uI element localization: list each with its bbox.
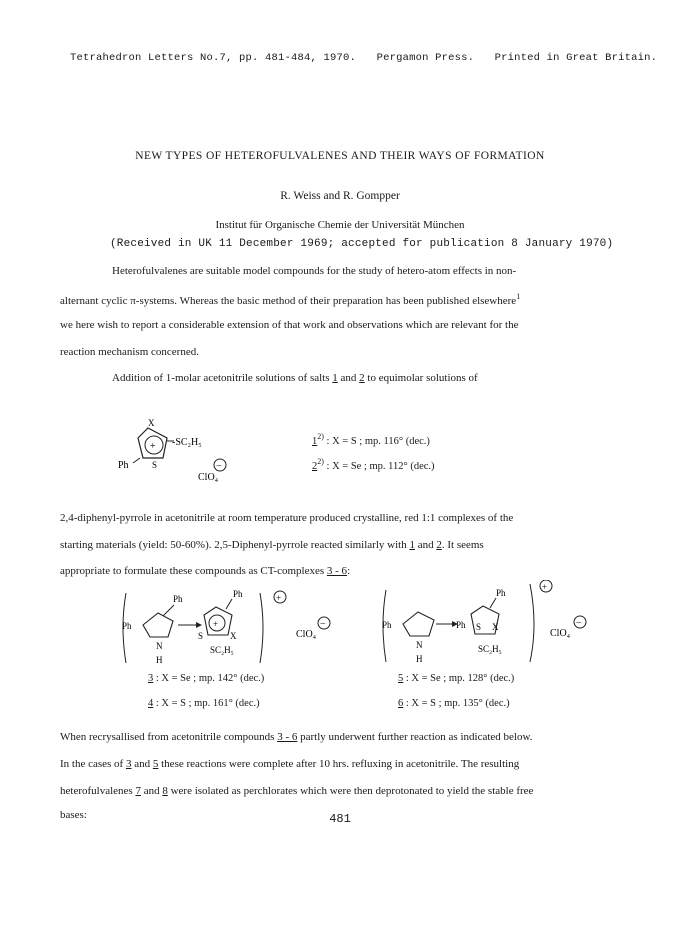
compound-ref: 2 <box>436 539 442 551</box>
publisher: Pergamon Press. <box>376 52 475 64</box>
phenyl-label: Ph <box>382 620 392 630</box>
compound-properties: : X = Se ; mp. 112° (dec.) <box>323 461 435 472</box>
para2-text: Addition of 1-molar acetonitrile solutions of salts <box>112 372 333 384</box>
complex-4-data <box>148 698 260 709</box>
phenyl-label: Ph <box>456 620 466 630</box>
anion-minus: − <box>320 619 326 630</box>
compound-number: 2 <box>312 461 318 472</box>
compound-ref: 3 <box>125 758 132 770</box>
para3-line2 <box>60 539 484 551</box>
received-dates: (Received in UK 11 December 1969; accepted for publication 8 January 1970) <box>110 238 614 250</box>
paper-title: NEW TYPES OF HETEROFULVALENES AND THEIR WAYS OF FORMATION <box>135 150 545 162</box>
para1-line2 <box>60 292 520 307</box>
cation-plus: + <box>213 619 219 629</box>
complex-5-data <box>398 673 514 684</box>
para4-text: and <box>140 785 163 797</box>
ethylthio-group: -SC₂H₅ <box>172 437 202 448</box>
pyrrole-hydrogen: H <box>156 655 163 665</box>
compound-properties: : X = S ; mp. 116° (dec.) <box>323 436 430 447</box>
pyrrole-nitrogen: N <box>416 640 423 650</box>
compound-number: 3 <box>148 673 154 684</box>
pyrrole-nitrogen: N <box>156 641 163 651</box>
authors: R. Weiss and R. Gompper <box>280 190 400 202</box>
para3-line1: 2,4-diphenyl-pyrrole in acetonitrile at room temperature produced crystalline, red 1:1 complexes of the <box>60 512 514 524</box>
para4-line1 <box>60 731 532 743</box>
para4-text: In the cases of <box>60 758 126 770</box>
footnote-ref-1: 1 <box>516 292 521 301</box>
compound-ref: 7 <box>135 785 141 797</box>
institution: Institut für Organische Chemie der Universität München <box>215 219 465 231</box>
compound-ref: 1 <box>409 539 415 551</box>
cation-plus: + <box>150 441 156 452</box>
para4-text: and <box>131 758 153 770</box>
pyrrole-ring <box>143 613 173 637</box>
ethylthio-group: SC₂H₅ <box>478 644 502 654</box>
phenyl-label: Ph <box>496 588 506 598</box>
complex-6-data <box>398 698 510 709</box>
compound-properties: : X = Se ; mp. 128° (dec.) <box>403 673 515 684</box>
footnote-ref: 2) <box>317 457 324 466</box>
para3-line3 <box>60 565 350 577</box>
pyrrole-ring <box>403 612 434 636</box>
para4-text: were isolated as perchlorates which were then deprotonated to yield the stable free <box>167 785 534 797</box>
ring-sulfur: S <box>152 460 158 470</box>
para2-text: to equimolar solutions of <box>364 372 478 384</box>
compound-ref: 3 - 6 <box>277 731 298 743</box>
para2-line1 <box>112 372 478 384</box>
para4-text: these reactions were complete after 10 hrs. refluxing in acetonitrile. The resulting <box>158 758 520 770</box>
para4-text: When recrysallised from acetonitrile compounds <box>60 731 278 743</box>
compound-properties: : X = S ; mp. 161° (dec.) <box>153 698 260 709</box>
para1-line3: we here wish to report a considerable extension of that work and observations which are relevant for the <box>60 319 519 331</box>
printed-in: Printed in Great Britain. <box>494 52 658 64</box>
para4-line2 <box>60 758 519 770</box>
para4-line4: bases: <box>60 809 87 821</box>
salt-2-data <box>312 457 435 472</box>
complex-plus: + <box>542 582 548 592</box>
heteroatom-x: X <box>492 622 499 632</box>
para4-text: heterofulvalenes <box>60 785 136 797</box>
para1-line2-text: alternant cyclic π-systems. Whereas the basic method of their preparation has been published elsewhere <box>60 295 517 307</box>
bond-line <box>163 605 174 616</box>
para4-line3 <box>60 785 533 797</box>
para1-line4: reaction mechanism concerned. <box>60 346 199 358</box>
para2-text: and <box>337 372 360 384</box>
compound-ref: 5 <box>152 758 159 770</box>
right-bracket <box>530 584 534 662</box>
ring-sulfur: S <box>476 622 482 632</box>
bond-line <box>490 598 496 608</box>
running-header <box>70 52 671 64</box>
compound-ref: 8 <box>162 785 168 797</box>
para3-text: appropriate to formulate these compounds as CT-complexes <box>60 565 327 577</box>
journal-citation: Tetrahedron Letters No.7, pp. 481-484, 1970. <box>70 52 357 64</box>
perchlorate-label: ClO₄ <box>550 628 571 639</box>
compound-properties: : X = S ; mp. 135° (dec.) <box>403 698 510 709</box>
page-number: 481 <box>329 812 351 826</box>
pyrrole-hydrogen: H <box>416 654 423 664</box>
heteroatom-x: X <box>230 631 237 641</box>
complex-plus: + <box>276 593 282 603</box>
para3-text: starting materials (yield: 50-60%). 2,5-Diphenyl-pyrrole reacted similarly with <box>60 539 410 551</box>
perchlorate-label: ClO₄ <box>198 472 219 483</box>
right-bracket <box>260 593 263 663</box>
bond-line <box>133 458 140 463</box>
compound-ref: 3 - 6 <box>326 565 348 577</box>
para3-text: : <box>347 565 351 577</box>
phenyl-label: Ph <box>118 460 129 471</box>
complex-3-data <box>148 673 264 684</box>
salt-1-data <box>312 432 430 447</box>
compound-properties: : X = Se ; mp. 142° (dec.) <box>153 673 265 684</box>
para4-text: partly underwent further reaction as indicated below. <box>297 731 533 743</box>
ct-complex-2-5-diphenylpyrrole <box>378 580 608 670</box>
thiophenium-salt-structure <box>118 418 248 488</box>
perchlorate-label: ClO₄ <box>296 629 317 640</box>
compound-number: 5 <box>398 673 404 684</box>
para1-line1: Heterofulvalenes are suitable model compounds for the study of hetero-atom effects in non- <box>112 265 517 277</box>
arrow-head <box>196 622 202 628</box>
compound-number: 6 <box>398 698 404 709</box>
footnote-ref: 2) <box>317 432 324 441</box>
ring-sulfur: S <box>198 631 204 641</box>
para3-text: and <box>414 539 437 551</box>
anion-minus: − <box>576 618 582 629</box>
phenyl-label: Ph <box>122 621 132 631</box>
anion-minus: − <box>216 461 222 472</box>
heteroatom-x: X <box>148 418 155 428</box>
compound-number: 1 <box>312 436 318 447</box>
ethylthio-group: SC₂H₅ <box>210 645 234 655</box>
ct-complex-2-4-diphenylpyrrole <box>118 585 358 670</box>
para3-text: . It seems <box>441 539 484 551</box>
bond-line <box>226 599 232 609</box>
phenyl-label: Ph <box>233 589 243 599</box>
phenyl-label: Ph <box>173 594 183 604</box>
compound-number: 4 <box>148 698 154 709</box>
compound-ref: 1 <box>332 372 338 384</box>
compound-ref: 2 <box>359 372 365 384</box>
